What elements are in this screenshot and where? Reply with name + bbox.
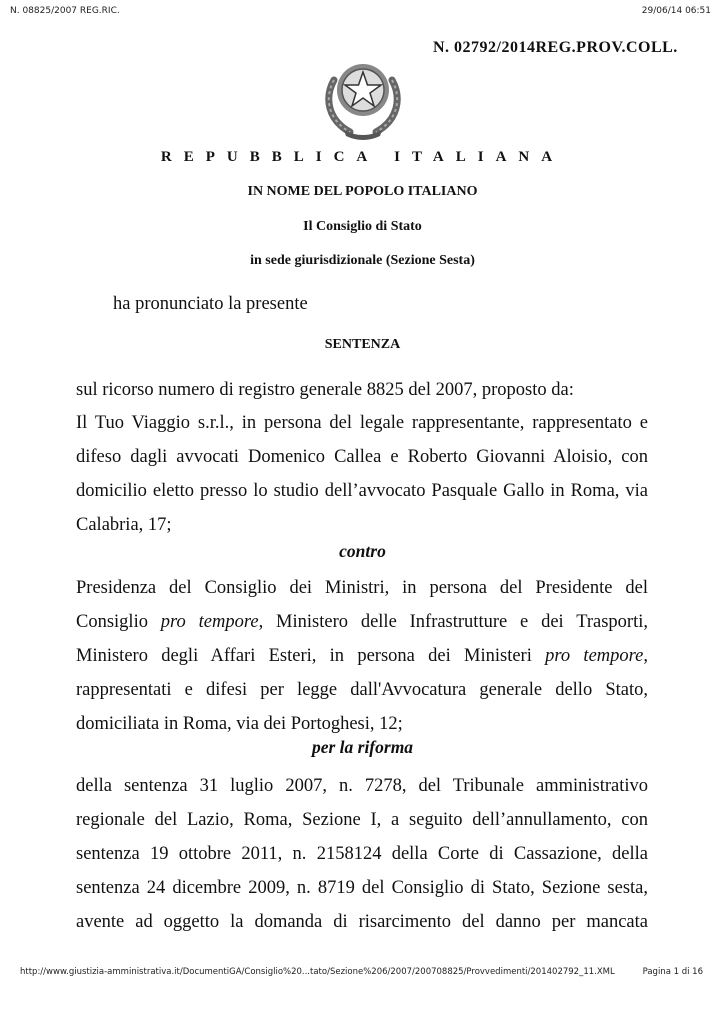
contro-line: Consiglio pro tempore, Ministero delle Infrastrutture e dei Trasporti, — [76, 612, 648, 632]
riforma-line: sentenza 19 ottobre 2011, n. 2158124 della Corte di Cassazione, della — [76, 844, 648, 864]
ricorso-line: difeso dagli avvocati Domenico Callea e Roberto Giovanni Aloisio, con — [76, 447, 648, 467]
page-number: Pagina 1 di 16 — [642, 967, 703, 977]
riforma-line: della sentenza 31 luglio 2007, n. 7278, del Tribunale amministrativo — [76, 776, 648, 796]
sede-title: in sede giurisdizionale (Sezione Sesta) — [250, 253, 475, 268]
per-la-riforma-heading: per la riforma — [311, 737, 414, 757]
contro-line: rappresentati e difesi per legge dall'Avvocatura generale dello Stato, — [76, 680, 648, 700]
document-number: N. 02792/2014REG.PROV.COLL. — [433, 39, 678, 56]
in-nome-title: IN NOME DEL POPOLO ITALIANO — [247, 184, 478, 199]
sentenza-heading: SENTENZA — [324, 337, 401, 352]
print-header-right: 29/06/14 06:51 — [641, 6, 711, 16]
repubblica-italiana-emblem-icon — [320, 50, 406, 140]
contro-line: domiciliata in Roma, via dei Portoghesi, 12; — [76, 714, 403, 734]
ricorso-line: Il Tuo Viaggio s.r.l., in persona del legale rappresentante, rappresentato e — [76, 413, 648, 433]
republic-title: REPUBBLICA ITALIANA — [160, 149, 565, 165]
riforma-line: sentenza 24 dicembre 2009, n. 8719 del Consiglio di Stato, Sezione sesta, — [76, 878, 648, 898]
pronunciato-line: ha pronunciato la presente — [113, 294, 308, 314]
contro-line: Ministero degli Affari Esteri, in persona dei Ministeri pro tempore, — [76, 646, 648, 666]
riforma-line: avente ad oggetto la domanda di risarcimento del danno per mancata — [76, 912, 648, 932]
ricorso-line: domicilio eletto presso lo studio dell’avvocato Pasquale Gallo in Roma, via — [76, 481, 648, 501]
ricorso-line: sul ricorso numero di registro generale 8825 del 2007, proposto da: — [76, 380, 574, 400]
ricorso-line: Calabria, 17; — [76, 515, 172, 535]
print-footer-url: http://www.giustizia-amministrativa.it/DocumentiGA/Consiglio%20...tato/Sezione%206/2007/200708825/Provvedimenti/201402792_11.XML — [20, 967, 615, 977]
consiglio-title: Il Consiglio di Stato — [303, 219, 422, 234]
contro-line: Presidenza del Consiglio dei Ministri, in persona del Presidente del — [76, 578, 648, 598]
contro-heading: contro — [339, 541, 386, 561]
riforma-line: regionale del Lazio, Roma, Sezione I, a seguito dell’annullamento, con — [76, 810, 648, 830]
print-header-left: N. 08825/2007 REG.RIC. — [10, 6, 120, 16]
